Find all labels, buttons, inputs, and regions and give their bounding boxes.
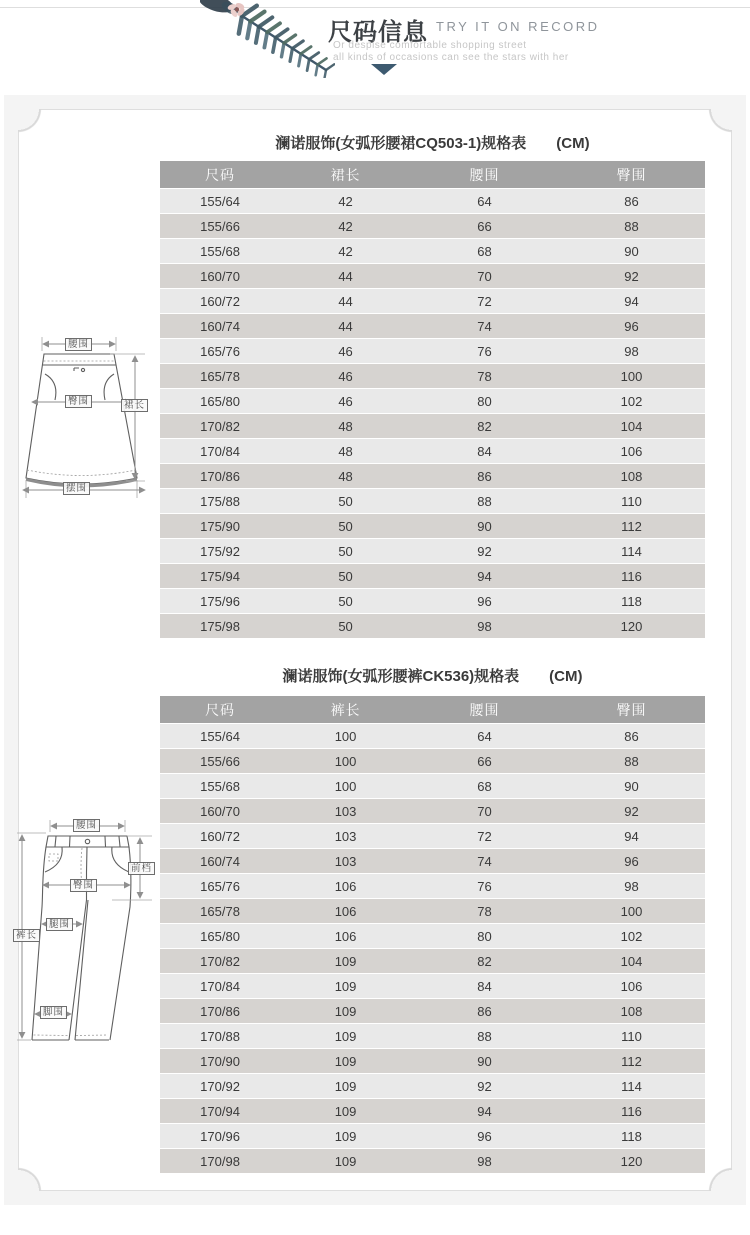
table-cell: 76: [477, 343, 492, 359]
table-row: [160, 924, 705, 949]
table-cell: 102: [620, 928, 643, 944]
table-cell: 42: [338, 193, 353, 209]
table-cell: 50: [338, 618, 353, 634]
table-cell: 50: [338, 493, 353, 509]
table-cell: 118: [621, 1128, 642, 1144]
header-tagline-1: Or despise comfortable shopping street: [333, 40, 527, 51]
table-cell: 92: [477, 543, 492, 559]
table-cell: 90: [624, 243, 639, 259]
table-row: [160, 974, 705, 999]
table-cell: 160/72: [200, 293, 240, 309]
table-cell: 170/84: [200, 443, 240, 459]
pants-diagram: [12, 812, 162, 1047]
table-row: [160, 1074, 705, 1099]
table-cell: 175/96: [200, 593, 240, 609]
table-cell: 120: [620, 1153, 643, 1169]
table-cell: 94: [624, 293, 639, 309]
table-cell: 103: [334, 803, 357, 819]
table-cell: 110: [621, 493, 642, 509]
table-cell: 116: [621, 1103, 642, 1119]
table-cell: 82: [477, 953, 492, 969]
table-row: [160, 414, 705, 439]
table-cell: 109: [334, 1003, 357, 1019]
table-row: [160, 614, 705, 639]
table-cell: 100: [334, 753, 357, 769]
table-cell: 86: [477, 468, 492, 484]
table-cell: 72: [477, 828, 492, 844]
table-cell: 48: [338, 443, 353, 459]
skirt-label-length: 裙长: [121, 399, 148, 412]
table-row: [160, 824, 705, 849]
table-cell: 160/74: [200, 853, 240, 869]
table-cell: 92: [624, 268, 639, 284]
table-cell: 84: [477, 443, 492, 459]
table-cell: 170/82: [200, 418, 240, 434]
frame-corner: [702, 1161, 732, 1191]
table-cell: 165/78: [200, 903, 240, 919]
pants-size-table: [160, 696, 705, 1173]
table-cell: 106: [334, 878, 357, 894]
column-header: 腰围: [411, 161, 558, 189]
table-cell: 80: [477, 393, 492, 409]
table-cell: 74: [477, 853, 492, 869]
table-cell: 78: [477, 368, 492, 384]
table-cell: 96: [624, 318, 639, 334]
table-cell: 160/70: [200, 268, 240, 284]
table-cell: 88: [477, 493, 492, 509]
table-row: [160, 774, 705, 799]
table-cell: 109: [334, 1103, 357, 1119]
table-cell: 64: [477, 193, 492, 209]
table-cell: 88: [624, 218, 639, 234]
table-row: [160, 189, 705, 214]
table-row: [160, 849, 705, 874]
pants-label-waist: 腰围: [73, 819, 100, 832]
table-row: [160, 874, 705, 899]
table-cell: 44: [338, 293, 353, 309]
size-info-subtitle-en: TRY IT ON RECORD: [436, 19, 600, 34]
table-cell: 90: [477, 1053, 492, 1069]
table-cell: 46: [338, 393, 353, 409]
table-cell: 165/80: [200, 393, 240, 409]
table-cell: 170/86: [200, 1003, 240, 1019]
table-cell: 155/66: [200, 753, 240, 769]
table-cell: 165/76: [200, 343, 240, 359]
table-cell: 96: [624, 853, 639, 869]
table-cell: 160/72: [200, 828, 240, 844]
table-cell: 170/84: [200, 978, 240, 994]
table-row: [160, 1024, 705, 1049]
skirt-table-title: 澜诺服饰(女弧形腰裙CQ503-1)规格表 (CM): [275, 135, 590, 152]
pants-label-front-rise: 前档: [128, 862, 155, 875]
frame-corner: [18, 109, 48, 139]
table-cell: 155/68: [200, 243, 240, 259]
table-cell: 100: [620, 903, 643, 919]
table-row: [160, 949, 705, 974]
table-row: [160, 899, 705, 924]
table-cell: 84: [477, 978, 492, 994]
table-cell: 98: [624, 343, 639, 359]
table-cell: 170/92: [200, 1078, 240, 1094]
table-cell: 68: [477, 778, 492, 794]
table-cell: 44: [338, 318, 353, 334]
table-cell: 44: [338, 268, 353, 284]
table-cell: 100: [620, 368, 643, 384]
table-cell: 110: [621, 1028, 642, 1044]
column-header: 尺码: [160, 161, 280, 189]
column-header: 尺码: [160, 696, 280, 724]
table-row: [160, 1149, 705, 1174]
table-cell: 68: [477, 243, 492, 259]
table-row: [160, 1049, 705, 1074]
table-cell: 170/96: [200, 1128, 240, 1144]
table-cell: 118: [621, 593, 642, 609]
triangle-down-icon: [371, 64, 397, 75]
table-cell: 102: [620, 393, 643, 409]
table-cell: 170/90: [200, 1053, 240, 1069]
table-cell: 109: [334, 1128, 357, 1144]
pants-label-thigh: 腿围: [46, 918, 73, 931]
table-row: [160, 1099, 705, 1124]
table-cell: 116: [621, 568, 642, 584]
table-cell: 88: [477, 1028, 492, 1044]
table-cell: 66: [477, 218, 492, 234]
table-cell: 170/88: [200, 1028, 240, 1044]
table-cell: 165/80: [200, 928, 240, 944]
size-info-title: 尺码信息: [328, 19, 428, 46]
table-cell: 109: [334, 1153, 357, 1169]
table-cell: 108: [620, 1003, 643, 1019]
column-header: 臀围: [558, 696, 705, 724]
table-cell: 165/78: [200, 368, 240, 384]
table-cell: 155/64: [200, 193, 240, 209]
table-cell: 48: [338, 468, 353, 484]
column-header: 臀围: [558, 161, 705, 189]
table-row: [160, 799, 705, 824]
table-cell: 100: [334, 778, 357, 794]
table-cell: 175/90: [200, 518, 240, 534]
table-cell: 86: [624, 728, 639, 744]
table-row: [160, 289, 705, 314]
table-row: [160, 239, 705, 264]
table-cell: 114: [621, 543, 642, 559]
table-cell: 170/94: [200, 1103, 240, 1119]
table-cell: 109: [334, 978, 357, 994]
table-cell: 82: [477, 418, 492, 434]
table-cell: 160/74: [200, 318, 240, 334]
table-cell: 155/66: [200, 218, 240, 234]
table-cell: 106: [334, 928, 357, 944]
table-row: [160, 539, 705, 564]
table-cell: 42: [338, 218, 353, 234]
table-cell: 90: [624, 778, 639, 794]
table-cell: 109: [334, 1053, 357, 1069]
table-cell: 108: [620, 468, 643, 484]
table-cell: 103: [334, 853, 357, 869]
fern-leaf-icon: [200, 0, 335, 78]
table-cell: 66: [477, 753, 492, 769]
table-cell: 175/98: [200, 618, 240, 634]
table-cell: 86: [477, 1003, 492, 1019]
table-cell: 106: [620, 443, 643, 459]
table-cell: 76: [477, 878, 492, 894]
table-cell: 103: [334, 828, 357, 844]
skirt-diagram: [18, 332, 158, 504]
table-row: [160, 589, 705, 614]
table-cell: 114: [621, 1078, 642, 1094]
pants-label-leg-opening: 脚围: [40, 1006, 67, 1019]
table-cell: 96: [477, 1128, 492, 1144]
table-cell: 50: [338, 593, 353, 609]
table-cell: 109: [334, 1078, 357, 1094]
table-cell: 48: [338, 418, 353, 434]
table-cell: 175/88: [200, 493, 240, 509]
table-row: [160, 389, 705, 414]
table-row: [160, 264, 705, 289]
table-cell: 70: [477, 803, 492, 819]
table-header-row: [160, 696, 705, 724]
top-divider: [0, 7, 750, 8]
pants-table-title: 澜诺服饰(女弧形腰裤CK536)规格表 (CM): [282, 668, 583, 685]
table-cell: 100: [334, 728, 357, 744]
table-row: [160, 1124, 705, 1149]
table-cell: 94: [477, 568, 492, 584]
table-cell: 104: [620, 418, 643, 434]
table-cell: 72: [477, 293, 492, 309]
table-cell: 175/92: [200, 543, 240, 559]
table-cell: 106: [620, 978, 643, 994]
table-cell: 50: [338, 568, 353, 584]
skirt-size-table: [160, 161, 705, 638]
table-cell: 155/68: [200, 778, 240, 794]
table-cell: 64: [477, 728, 492, 744]
table-row: [160, 489, 705, 514]
table-row: [160, 464, 705, 489]
table-cell: 50: [338, 543, 353, 559]
table-row: [160, 514, 705, 539]
table-cell: 88: [624, 753, 639, 769]
table-cell: 70: [477, 268, 492, 284]
table-cell: 98: [624, 878, 639, 894]
table-cell: 104: [620, 953, 643, 969]
table-cell: 78: [477, 903, 492, 919]
table-cell: 80: [477, 928, 492, 944]
table-cell: 74: [477, 318, 492, 334]
pants-label-hip: 臀围: [70, 879, 97, 892]
table-cell: 165/76: [200, 878, 240, 894]
table-cell: 94: [477, 1103, 492, 1119]
table-cell: 106: [334, 903, 357, 919]
table-cell: 160/70: [200, 803, 240, 819]
table-cell: 92: [624, 803, 639, 819]
table-row: [160, 999, 705, 1024]
table-row: [160, 214, 705, 239]
table-cell: 112: [621, 1053, 642, 1069]
table-cell: 109: [334, 953, 357, 969]
table-header-row: [160, 161, 705, 189]
column-header: 裙长: [280, 161, 411, 189]
table-row: [160, 339, 705, 364]
table-cell: 170/98: [200, 1153, 240, 1169]
skirt-label-hem: 摆围: [63, 482, 90, 495]
frame-corner: [702, 109, 732, 139]
table-cell: 98: [477, 1153, 492, 1169]
table-row: [160, 564, 705, 589]
table-cell: 170/86: [200, 468, 240, 484]
table-cell: 175/94: [200, 568, 240, 584]
table-cell: 112: [621, 518, 642, 534]
table-cell: 46: [338, 368, 353, 384]
table-cell: 42: [338, 243, 353, 259]
table-cell: 92: [477, 1078, 492, 1094]
table-cell: 46: [338, 343, 353, 359]
column-header: 腰围: [411, 696, 558, 724]
table-cell: 120: [620, 618, 643, 634]
table-cell: 170/82: [200, 953, 240, 969]
table-row: [160, 314, 705, 339]
pants-label-length: 裤长: [13, 929, 40, 942]
column-header: 裤长: [280, 696, 411, 724]
table-cell: 155/64: [200, 728, 240, 744]
skirt-label-hip: 臀围: [65, 395, 92, 408]
table-cell: 50: [338, 518, 353, 534]
table-row: [160, 724, 705, 749]
frame-corner: [18, 1161, 48, 1191]
table-row: [160, 364, 705, 389]
table-cell: 90: [477, 518, 492, 534]
table-cell: 86: [624, 193, 639, 209]
table-cell: 98: [477, 618, 492, 634]
header-taglines: [333, 40, 569, 64]
table-cell: 94: [624, 828, 639, 844]
header-tagline-2: all kinds of occasions can see the stars with her: [333, 52, 569, 63]
table-row: [160, 749, 705, 774]
skirt-label-waist: 腰围: [65, 338, 92, 351]
table-cell: 109: [334, 1028, 357, 1044]
table-cell: 96: [477, 593, 492, 609]
table-row: [160, 439, 705, 464]
